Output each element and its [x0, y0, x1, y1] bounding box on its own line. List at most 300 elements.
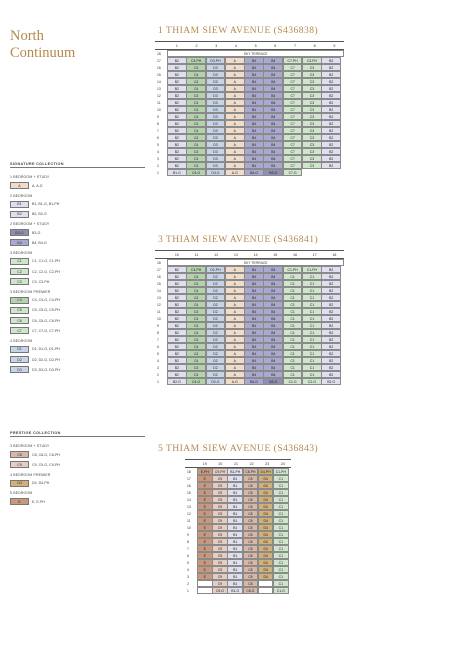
floor-row [155, 148, 344, 155]
stack-number: 1 [175, 43, 178, 48]
unit-cell: B4 [263, 85, 283, 92]
unit-cell: C8 [243, 524, 259, 531]
floor-row [155, 57, 344, 64]
unit-cell: B2 [167, 134, 187, 141]
unit-cell: C1 [273, 503, 289, 510]
floor-row [155, 155, 344, 162]
unit-type-swatch: A [10, 182, 29, 189]
unit-cell: C1 [273, 489, 289, 496]
block-1-unit-grid [155, 41, 344, 176]
unit-cell: C3 [302, 134, 322, 141]
unit-cell: B4 [244, 287, 264, 294]
stack-number: 7 [293, 43, 296, 48]
unit-cell: B2 [321, 162, 341, 169]
floor-label: 8 [187, 539, 189, 544]
floor-row [185, 552, 291, 559]
unit-cell: C4 [186, 162, 206, 169]
unit-cell: D3-PH [206, 57, 226, 64]
unit-cell: D2 [206, 315, 226, 322]
unit-cell: D4 [258, 489, 274, 496]
unit-cell: C1-PH [273, 468, 289, 475]
unit-type-swatch: C1 [10, 258, 29, 265]
legend-title: SIGNATURE COLLECTION [10, 162, 145, 168]
floor-row [155, 266, 344, 273]
unit-cell: D3 [206, 99, 226, 106]
unit-cell: E [197, 531, 213, 538]
unit-cell: B2 [167, 273, 187, 280]
floor-row [185, 573, 291, 580]
unit-cell: B4 [263, 336, 283, 343]
unit-type-description: B1, B1-G, B1-PH [32, 202, 60, 206]
floor-row [155, 113, 344, 120]
unit-type-description: C6, C6-G, C6-PH [32, 318, 60, 323]
unit-cell: B2 [321, 78, 341, 85]
unit-cell: B2 [321, 120, 341, 127]
unit-cell: B2 [321, 357, 341, 364]
legend-item [10, 451, 145, 459]
unit-cell: C9 [212, 482, 228, 489]
unit-cell: B1 [227, 510, 243, 517]
unit-cell: C4 [186, 85, 206, 92]
unit-cell: C1 [302, 371, 322, 378]
unit-cell: D4 [258, 475, 274, 482]
unit-type-swatch: B3-G [10, 229, 29, 236]
unit-cell: A-G [225, 378, 245, 385]
unit-cell: D3 [206, 127, 226, 134]
unit-cell: B1-G [227, 587, 243, 594]
unit-cell: C9 [212, 566, 228, 573]
unit-cell: C1-G [283, 378, 303, 385]
unit-cell: D2 [206, 273, 226, 280]
unit-cell: E [197, 503, 213, 510]
unit-cell: B4 [263, 106, 283, 113]
unit-cell: C1 [273, 475, 289, 482]
floor-row [155, 364, 344, 371]
unit-cell: C1 [283, 336, 303, 343]
unit-cell: C1 [302, 301, 322, 308]
unit-cell: B2 [321, 273, 341, 280]
unit-cell: C7 [283, 99, 303, 106]
stack-number: 8 [313, 43, 316, 48]
unit-cell: B4 [263, 134, 283, 141]
legend-group-heading: 4 BEDROOM PREMIER [10, 472, 51, 477]
unit-cell: C7 [283, 120, 303, 127]
unit-cell: B2 [167, 92, 187, 99]
unit-cell: B2 [321, 92, 341, 99]
sky-terrace-cell: SKY TERRACE [167, 50, 344, 57]
unit-cell: B4 [244, 106, 264, 113]
unit-cell: C9 [212, 510, 228, 517]
stack-header-spacer [155, 42, 167, 49]
unit-cell: C8 [243, 489, 259, 496]
unit-cell: D2 [206, 364, 226, 371]
unit-cell: C8 [243, 545, 259, 552]
unit-cell: D4 [258, 517, 274, 524]
floor-label: 9 [187, 532, 189, 537]
unit-cell: D2 [206, 371, 226, 378]
unit-cell: D2 [206, 343, 226, 350]
floor-row [155, 294, 344, 301]
unit-cell: C3 [302, 127, 322, 134]
unit-cell: C1 [273, 538, 289, 545]
unit-cell: C8 [243, 510, 259, 517]
unit-cell: C1 [283, 280, 303, 287]
unit-cell: B2 [167, 162, 187, 169]
floor-row [155, 329, 344, 336]
floor-row [185, 559, 291, 566]
unit-cell: D2 [206, 308, 226, 315]
unit-cell: C7 [283, 141, 303, 148]
unit-cell: B4 [244, 57, 264, 64]
unit-cell: C9 [212, 489, 228, 496]
unit-type-swatch: C3 [10, 278, 29, 285]
unit-cell: A [225, 280, 245, 287]
floor-label: 16 [187, 483, 191, 488]
floor-row [185, 503, 291, 510]
floor-label: 8 [157, 121, 159, 126]
unit-cell: C8-G [243, 587, 259, 594]
floor-row [155, 280, 344, 287]
unit-cell: B2 [167, 71, 187, 78]
unit-cell: D2 [206, 280, 226, 287]
legend-group-heading: 1 BEDROOM + STUDY [10, 175, 50, 179]
unit-cell: C3 [302, 155, 322, 162]
unit-type-swatch: C4 [10, 297, 29, 304]
unit-cell: C1 [302, 322, 322, 329]
unit-cell: A [225, 308, 245, 315]
unit-cell: E [197, 524, 213, 531]
sky-terrace-cell: SKY TERRACE [167, 259, 344, 266]
unit-cell: C1 [302, 336, 322, 343]
unit-cell: A [225, 350, 245, 357]
stack-number: 23 [265, 461, 270, 466]
unit-cell: A [225, 155, 245, 162]
unit-cell: C4-PH [186, 57, 206, 64]
stack-number: 22 [249, 461, 254, 466]
unit-cell: D3 [206, 113, 226, 120]
stack-number: 19 [202, 461, 207, 466]
unit-cell: A [225, 148, 245, 155]
unit-cell: B4 [263, 350, 283, 357]
unit-type-description: B4, B4-G [32, 240, 47, 245]
unit-cell: C8 [243, 573, 259, 580]
unit-cell: C1 [283, 364, 303, 371]
unit-cell: B4-G [244, 169, 264, 176]
unit-cell: D4 [258, 552, 274, 559]
unit-cell: D2 [206, 294, 226, 301]
unit-cell: B4 [263, 280, 283, 287]
unit-cell: C4 [186, 120, 206, 127]
floor-label: 17 [157, 58, 161, 63]
legend-group-heading: 2 BEDROOM + STUDY [10, 222, 50, 227]
unit-type-swatch: D2 [10, 356, 29, 363]
unit-cell: B4 [263, 266, 283, 273]
unit-cell: B4 [263, 322, 283, 329]
unit-cell: B2 [167, 280, 187, 287]
unit-cell: B2 [321, 280, 341, 287]
unit-cell: C4 [186, 315, 206, 322]
unit-cell: B4 [263, 148, 283, 155]
unit-cell: C9 [212, 573, 228, 580]
unit-cell: B4 [263, 287, 283, 294]
stack-number: 6 [274, 43, 277, 48]
unit-cell: B1 [227, 531, 243, 538]
unit-cell: B4 [244, 315, 264, 322]
unit-cell: D2 [206, 301, 226, 308]
unit-type-description: C4, C4-G, C4-PH [32, 298, 60, 303]
floor-label: 2 [157, 163, 159, 168]
unit-cell: B2 [167, 336, 187, 343]
unit-cell: C4 [186, 301, 206, 308]
stack-number: 21 [233, 461, 238, 466]
unit-cell: A [225, 113, 245, 120]
floor-label: 16 [157, 65, 161, 70]
unit-cell: B1 [227, 573, 243, 580]
floor-label: 6 [157, 344, 159, 349]
floor-label: 12 [187, 511, 191, 516]
legend-item [10, 268, 145, 276]
unit-cell: B2 [167, 141, 187, 148]
floor-label: 14 [157, 288, 161, 293]
unit-cell: B1 [227, 559, 243, 566]
unit-type-swatch: C5 [10, 307, 29, 314]
unit-cell: C8 [243, 496, 259, 503]
floor-row [155, 78, 344, 85]
stack-number: 13 [233, 252, 238, 257]
block-1-title: 1 THIAM SIEW AVENUE (S436838) [158, 25, 319, 36]
unit-cell: B2 [321, 308, 341, 315]
unit-cell: B4 [244, 329, 264, 336]
unit-cell: B1 [227, 545, 243, 552]
stack-number: 16 [292, 252, 297, 257]
unit-cell: C1 [302, 294, 322, 301]
unit-cell: B2 [167, 266, 187, 273]
unit-cell: C3 [302, 78, 322, 85]
unit-cell: E [197, 517, 213, 524]
unit-cell: C4 [186, 127, 206, 134]
floor-row [155, 301, 344, 308]
unit-cell: B4 [244, 280, 264, 287]
unit-type-swatch: B2 [10, 211, 29, 218]
unit-cell: C1 [283, 287, 303, 294]
unit-cell: A [225, 343, 245, 350]
unit-cell: C8 [243, 580, 259, 587]
unit-cell: D3 [206, 106, 226, 113]
unit-cell: C8 [243, 482, 259, 489]
unit-cell: C4 [186, 148, 206, 155]
unit-cell: B4 [244, 113, 264, 120]
unit-cell: C4-G [186, 378, 206, 385]
unit-cell: D3 [206, 162, 226, 169]
unit-cell: C4 [186, 336, 206, 343]
floor-label: 14 [157, 79, 161, 84]
legend-item [10, 327, 145, 335]
unit-cell: A [225, 294, 245, 301]
unit-cell: C4 [186, 106, 206, 113]
legend-item [10, 229, 145, 237]
unit-cell: B2 [167, 364, 187, 371]
floor-row [155, 357, 344, 364]
floor-row [155, 287, 344, 294]
floor-row [155, 99, 344, 106]
unit-cell: C3 [302, 71, 322, 78]
floor-label: 7 [187, 546, 189, 551]
unit-cell: C8 [243, 475, 259, 482]
unit-cell: A [225, 336, 245, 343]
unit-cell: B4 [263, 64, 283, 71]
unit-cell: B1-PH [227, 468, 243, 475]
unit-cell: C9 [212, 559, 228, 566]
unit-cell: B4 [263, 273, 283, 280]
floor-label: 6 [187, 553, 189, 558]
unit-cell: C3 [302, 113, 322, 120]
unit-cell: B4 [244, 78, 264, 85]
unit-cell: B4 [263, 71, 283, 78]
unit-cell: E [197, 510, 213, 517]
floor-label: 5 [187, 560, 189, 565]
unit-type-swatch: E [10, 498, 29, 505]
stack-header-row [155, 42, 344, 49]
unit-cell: E [197, 545, 213, 552]
unit-cell: B4 [263, 120, 283, 127]
legend-prestige-collection [10, 431, 145, 508]
unit-cell: B4 [244, 322, 264, 329]
unit-cell: B2 [167, 106, 187, 113]
unit-cell: B4 [244, 148, 264, 155]
unit-cell: A [225, 141, 245, 148]
unit-type-description: C9, C9-G, C9-PH [32, 462, 60, 467]
unit-cell: C4 [186, 134, 206, 141]
unit-cell: B2 [167, 287, 187, 294]
unit-cell: C1 [283, 301, 303, 308]
unit-cell: D3 [206, 71, 226, 78]
unit-cell: C1-G [273, 587, 289, 594]
floor-row [155, 350, 344, 357]
unit-cell: D4 [258, 545, 274, 552]
unit-cell: B4 [244, 357, 264, 364]
floor-row [185, 545, 291, 552]
unit-cell: A [225, 357, 245, 364]
unit-type-description: C2, C2-G, C2-PH [32, 269, 60, 274]
unit-cell: A [225, 106, 245, 113]
unit-cell: C7 [283, 92, 303, 99]
unit-cell: B2 [321, 301, 341, 308]
unit-cell: D2-PH [206, 266, 226, 273]
unit-cell: E [197, 496, 213, 503]
unit-cell: C7 [283, 78, 303, 85]
legend-item [10, 296, 145, 304]
unit-cell: B2 [321, 336, 341, 343]
unit-cell: B2 [321, 350, 341, 357]
unit-cell: B2 [321, 113, 341, 120]
unit-cell: C1 [302, 280, 322, 287]
unit-cell: C1 [273, 510, 289, 517]
unit-type-description: C8, C8-G, C8-PH [32, 452, 60, 457]
unit-cell: B4 [244, 71, 264, 78]
unit-cell: B2 [167, 371, 187, 378]
unit-cell [321, 169, 341, 176]
unit-cell: C7 [283, 71, 303, 78]
unit-cell: C4 [186, 308, 206, 315]
unit-cell: B4 [263, 343, 283, 350]
floor-label: 7 [157, 128, 159, 133]
floor-label: 7 [157, 337, 159, 342]
unit-cell: C4 [186, 78, 206, 85]
unit-cell: C1 [273, 531, 289, 538]
unit-cell: D4 [258, 559, 274, 566]
unit-cell: B4 [263, 364, 283, 371]
unit-cell: C8 [243, 538, 259, 545]
unit-cell: B2 [321, 343, 341, 350]
floor-row [185, 496, 291, 503]
floor-label: 3 [157, 156, 159, 161]
unit-cell: B2 [321, 71, 341, 78]
stack-number: 3 [215, 43, 218, 48]
brand-line-2: Continuum [10, 45, 76, 61]
floor-row [185, 475, 291, 482]
floor-row [155, 71, 344, 78]
unit-cell: B4 [244, 162, 264, 169]
floor-label: 12 [157, 302, 161, 307]
unit-cell: A [225, 120, 245, 127]
unit-cell: C7 [283, 85, 303, 92]
floor-label: 11 [187, 518, 191, 523]
unit-cell: B2 [167, 315, 187, 322]
unit-cell: B2-G [321, 378, 341, 385]
unit-type-swatch: B1 [10, 201, 29, 208]
unit-cell: D3 [206, 155, 226, 162]
unit-cell: C9 [212, 524, 228, 531]
legend-item [10, 461, 145, 469]
unit-cell: D4 [258, 496, 274, 503]
floor-label: 11 [157, 309, 161, 314]
unit-type-swatch: B4 [10, 239, 29, 246]
unit-cell: D2 [206, 322, 226, 329]
unit-type-description: C1, C1-G, C1-PH [32, 259, 60, 264]
unit-cell: B2 [321, 155, 341, 162]
unit-cell: B4 [263, 162, 283, 169]
unit-cell [258, 580, 274, 587]
floor-label: 9 [157, 323, 159, 328]
floor-row [155, 92, 344, 99]
unit-cell: B2 [167, 329, 187, 336]
unit-cell: B2 [321, 329, 341, 336]
unit-cell: C1 [302, 364, 322, 371]
unit-cell: C4 [186, 364, 206, 371]
sky-terrace-row [155, 50, 344, 57]
unit-cell: B4 [244, 92, 264, 99]
unit-cell: C1 [302, 357, 322, 364]
legend-group-heading: 2 BEDROOM [10, 193, 33, 198]
legend-group-heading: 5 BEDROOM [10, 491, 33, 496]
unit-type-description: B3-G [32, 230, 41, 235]
floor-row [155, 120, 344, 127]
unit-cell: B2 [167, 85, 187, 92]
floor-label: 10 [157, 316, 161, 321]
unit-cell: C3 [302, 141, 322, 148]
unit-cell: C4 [186, 294, 206, 301]
floor-label: 5 [157, 351, 159, 356]
unit-cell: A [225, 287, 245, 294]
unit-type-description: D3, D3-G, D3-PH [32, 367, 60, 372]
block-5-unit-grid [185, 459, 291, 594]
unit-cell: C4 [186, 350, 206, 357]
unit-cell: D4 [258, 510, 274, 517]
floor-row [155, 85, 344, 92]
unit-cell: B1 [227, 566, 243, 573]
unit-type-description: D4, D4-PH [32, 481, 50, 486]
unit-type-description: C3, C3-PH [32, 279, 50, 284]
